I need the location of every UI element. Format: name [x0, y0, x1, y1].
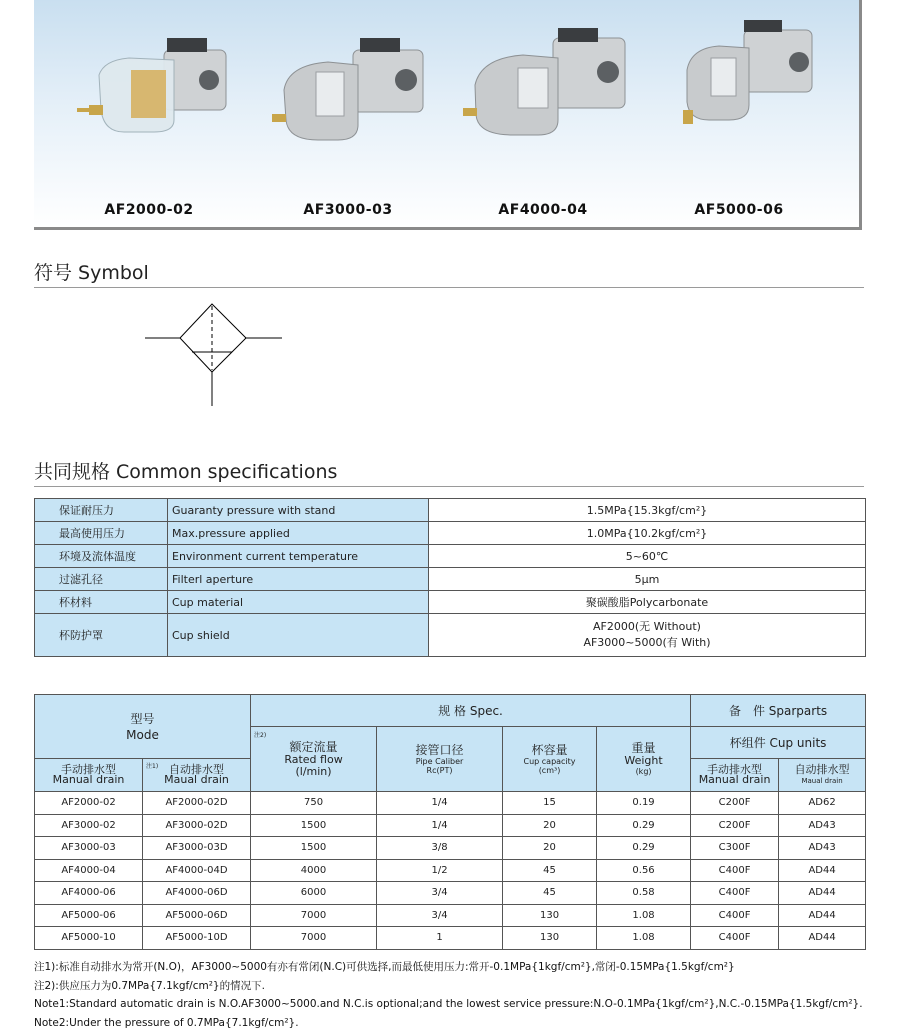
symbol-title: 符号 Symbol	[34, 258, 149, 285]
table-cell: 7000	[251, 904, 377, 927]
model-spec-table	[34, 694, 866, 950]
table-cell: AD44	[779, 882, 866, 905]
spec-value: 5~60℃	[429, 545, 866, 568]
table-cell: 15	[503, 792, 597, 815]
table-row	[35, 568, 866, 591]
spec-name-zh: 杯材料	[35, 591, 168, 614]
product-af3000	[248, 0, 448, 230]
table-cell: 0.56	[597, 859, 691, 882]
common-spec-table	[34, 498, 866, 657]
product-af2000	[49, 0, 249, 230]
table-cell: 45	[503, 882, 597, 905]
table-row	[35, 859, 866, 882]
cup-header	[503, 727, 597, 792]
flow-unit: (l/min)	[295, 765, 331, 778]
flow-zh: 额定流量	[290, 740, 338, 754]
table-cell: 130	[503, 904, 597, 927]
spec-header: 规 格 Spec.	[251, 695, 691, 727]
filter-unit-image	[639, 10, 839, 190]
filter-unit-image	[49, 10, 249, 190]
spare-manual-en: Manual drain	[699, 773, 771, 786]
table-cell: 1500	[251, 837, 377, 860]
table-cell: 3/8	[377, 837, 503, 860]
filter-symbol-icon	[140, 298, 290, 413]
table-row	[35, 792, 866, 815]
table-row	[35, 591, 866, 614]
table-cell: AD43	[779, 814, 866, 837]
table-cell: AF3000-03	[35, 837, 143, 860]
table-cell: 1/4	[377, 814, 503, 837]
table-cell: 20	[503, 837, 597, 860]
table-row	[35, 882, 866, 905]
table-cell: 0.58	[597, 882, 691, 905]
spec-name-zh: 过滤孔径	[35, 568, 168, 591]
spec-name-en: Cup shield	[168, 614, 429, 657]
table-row	[35, 522, 866, 545]
spec-name-zh: 最高使用压力	[35, 522, 168, 545]
table-cell: 1/4	[377, 792, 503, 815]
product-af4000	[443, 0, 643, 230]
table-cell: AD44	[779, 904, 866, 927]
table-cell: 3/4	[377, 904, 503, 927]
auto-drain-header	[143, 759, 251, 792]
table-cell: 1.08	[597, 904, 691, 927]
spare-auto-header	[779, 759, 866, 792]
table-cell: AD62	[779, 792, 866, 815]
table-row	[35, 904, 866, 927]
table-cell: AF2000-02D	[143, 792, 251, 815]
note-mark: 注1)	[146, 762, 158, 772]
product-af5000	[639, 0, 839, 230]
flow-en: Rated flow	[284, 753, 342, 766]
table-cell: 1.08	[597, 927, 691, 950]
section-divider	[34, 287, 864, 288]
filter-unit-image	[248, 10, 448, 190]
spare-auto-en: Maual drain	[801, 777, 842, 785]
table-cell: 0.29	[597, 837, 691, 860]
spec-value-line: AF2000(无 Without)	[593, 620, 701, 633]
footnote: 注1):标准自动排水为常开(N.O)，AF3000~5000有亦有常闭(N.C)可供选择,而最低使用压力:常开-0.1MPa{1kgf/cm²},常闭-0.15MPa{1.5kgf/cm²}	[34, 958, 894, 977]
spec-name-en: Cup material	[168, 591, 429, 614]
spec-value: 聚碳酸脂Polycarbonate	[429, 591, 866, 614]
model-header	[35, 695, 251, 759]
weight-header	[597, 727, 691, 792]
product-label: AF4000-04	[443, 202, 643, 218]
spec-value: 1.5MPa{15.3kgf/cm²}	[429, 499, 866, 522]
manual-drain-header	[35, 759, 143, 792]
table-cell: AD44	[779, 927, 866, 950]
pipe-en: Pipe Caliber	[377, 757, 502, 766]
cup-units-header: 杯组件 Cup units	[691, 727, 866, 759]
spec-name-zh: 环境及流体温度	[35, 545, 168, 568]
spec-value	[429, 614, 866, 657]
table-cell: 750	[251, 792, 377, 815]
table-cell: AF5000-10	[35, 927, 143, 950]
table-cell: 1	[377, 927, 503, 950]
table-cell: AF5000-10D	[143, 927, 251, 950]
table-cell: C400F	[691, 859, 779, 882]
table-cell: AF2000-02	[35, 792, 143, 815]
spare-auto-zh: 自动排水型	[795, 763, 850, 776]
table-row	[35, 545, 866, 568]
model-rows	[35, 792, 866, 950]
common-spec-title: 共同规格 Common specifications	[34, 457, 337, 484]
table-cell: AF3000-03D	[143, 837, 251, 860]
spec-value: 5μm	[429, 568, 866, 591]
spare-manual-zh: 手动排水型	[707, 763, 762, 776]
product-label: AF5000-06	[639, 202, 839, 218]
footnote: 注2):供应压力为0.7MPa{7.1kgf/cm²}的情况下.	[34, 977, 894, 996]
manual-drain-zh: 手动排水型	[61, 763, 116, 776]
table-cell: C200F	[691, 814, 779, 837]
table-cell: AF5000-06D	[143, 904, 251, 927]
table-row	[35, 814, 866, 837]
cup-zh: 杯容量	[532, 743, 568, 757]
spec-value: 1.0MPa{10.2kgf/cm²}	[429, 522, 866, 545]
table-cell: 6000	[251, 882, 377, 905]
table-cell: AF5000-06	[35, 904, 143, 927]
table-row	[35, 614, 866, 657]
model-header-en: Mode	[126, 728, 159, 742]
table-cell: 0.29	[597, 814, 691, 837]
table-cell: C200F	[691, 792, 779, 815]
cup-en: Cup capacity	[503, 757, 596, 766]
table-cell: 130	[503, 927, 597, 950]
table-cell: 1/2	[377, 859, 503, 882]
product-banner	[34, 0, 862, 230]
table-cell: 45	[503, 859, 597, 882]
auto-drain-zh: 自动排水型	[169, 763, 224, 776]
pipe-header	[377, 727, 503, 792]
table-cell: C400F	[691, 927, 779, 950]
filter-unit-image	[443, 10, 643, 190]
weight-zh: 重量	[632, 741, 656, 755]
footnotes	[34, 958, 894, 1032]
spec-name-en: Filterl aperture	[168, 568, 429, 591]
weight-unit: (kg)	[597, 767, 690, 776]
table-cell: 4000	[251, 859, 377, 882]
weight-en: Weight	[624, 754, 662, 767]
spec-name-zh: 保证耐压力	[35, 499, 168, 522]
table-cell: AF4000-04D	[143, 859, 251, 882]
auto-drain-en: Maual drain	[164, 773, 229, 786]
flow-header	[251, 727, 377, 792]
table-cell: 0.19	[597, 792, 691, 815]
table-row	[35, 499, 866, 522]
table-row	[35, 837, 866, 860]
spec-value-line: AF3000~5000(有 With)	[583, 636, 710, 649]
table-cell: AD43	[779, 837, 866, 860]
pipe-unit: Rc(PT)	[377, 766, 502, 775]
table-cell: C400F	[691, 904, 779, 927]
table-cell: AF3000-02D	[143, 814, 251, 837]
spare-header: 备 件 Sparparts	[691, 695, 866, 727]
note-mark: 注2)	[254, 730, 266, 742]
table-cell: 3/4	[377, 882, 503, 905]
spec-name-zh: 杯防护罩	[35, 614, 168, 657]
model-header-zh: 型号	[131, 712, 155, 726]
spec-name-en: Environment current temperature	[168, 545, 429, 568]
pipe-zh: 接管口径	[416, 743, 464, 757]
footnote: Note2:Under the pressure of 0.7MPa{7.1kgf/cm²}.	[34, 1014, 894, 1032]
product-label: AF2000-02	[49, 202, 249, 218]
spec-name-en: Max.pressure applied	[168, 522, 429, 545]
cup-unit: (cm³)	[503, 766, 596, 775]
product-label: AF3000-03	[248, 202, 448, 218]
table-cell: AD44	[779, 859, 866, 882]
table-cell: AF4000-06D	[143, 882, 251, 905]
table-cell: 20	[503, 814, 597, 837]
table-cell: 1500	[251, 814, 377, 837]
spec-name-en: Guaranty pressure with stand	[168, 499, 429, 522]
footnote: Note1:Standard automatic drain is N.O.AF3000~5000.and N.C.is optional;and the lowest service pressure:N.O-0.1MPa{1kgf/cm²},N.C.-0.15MPa{1.5kgf/cm²}.	[34, 995, 894, 1014]
spare-manual-header	[691, 759, 779, 792]
table-cell: AF4000-04	[35, 859, 143, 882]
table-cell: C400F	[691, 882, 779, 905]
table-cell: C300F	[691, 837, 779, 860]
table-cell: AF3000-02	[35, 814, 143, 837]
table-cell: 7000	[251, 927, 377, 950]
manual-drain-en: Manual drain	[53, 773, 125, 786]
table-row	[35, 927, 866, 950]
table-cell: AF4000-06	[35, 882, 143, 905]
section-divider	[34, 486, 864, 487]
